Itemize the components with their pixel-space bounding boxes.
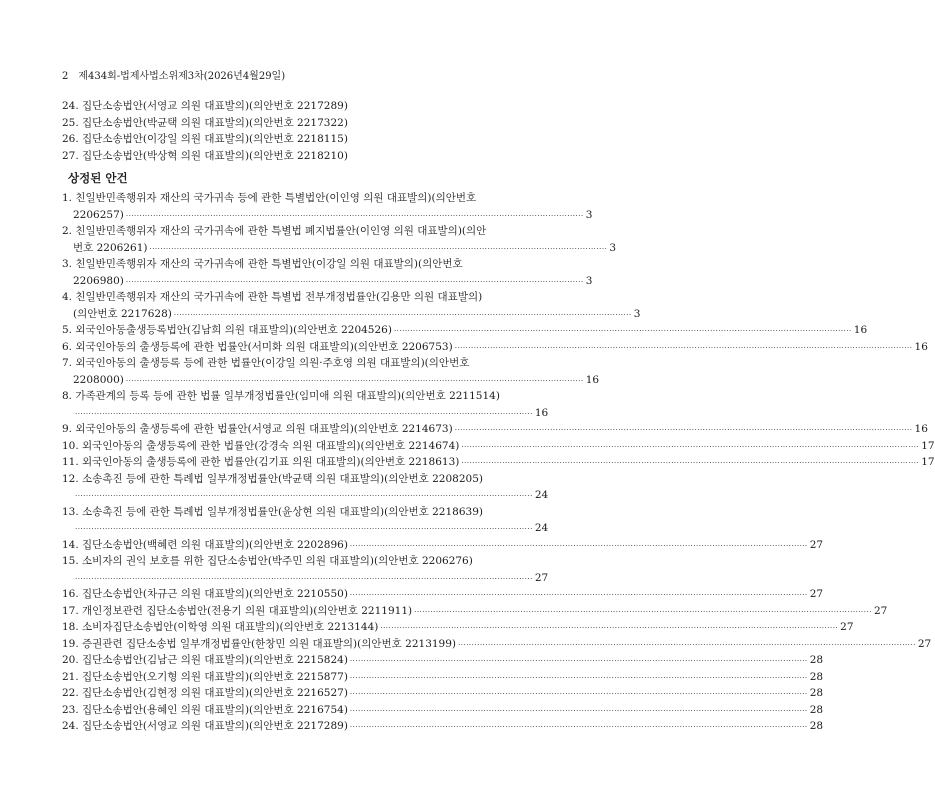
agenda-item [62,322,868,339]
agenda-line [62,438,935,455]
agenda-line [62,619,854,636]
agenda-line [62,372,600,389]
dot-leader [350,719,808,736]
agenda-text: 19. 증권관련 집단소송법 일부개정법률안(한창민 의원 대표발의)(의안번호 2213199) [62,637,457,650]
agenda-text: 9. 외국인아동의 출생등록에 관한 법률안(서영교 의원 대표발의)(의안번호 2214673) [62,423,453,435]
agenda-page-number: 27 [809,588,824,600]
agenda-page-number: 3 [585,208,593,221]
agenda-line [62,421,928,438]
agenda-item [62,669,824,686]
agenda-page-number: 28 [809,720,824,732]
agenda-item [62,471,549,504]
agenda-line [62,718,824,735]
agenda-text: 20. 집단소송법안(김남근 의원 대표발의)(의안번호 2215824) [62,654,348,666]
agenda-item [62,504,549,537]
page-header [62,67,285,82]
agenda-item [62,339,928,356]
agenda-page-number: 3 [609,241,616,254]
agenda-line [62,289,504,306]
agenda-line [62,355,504,372]
agenda-line [62,207,593,224]
dot-leader [394,323,852,340]
agenda-text: 7. 외국인아동의 출생등록 등에 관한 법률안(이강일 의원·주호영 의원 대표발의)(의안번호 [62,357,470,369]
list-item: 24. 집단소송법안(서영교 의원 대표발의)(의안번호 2217289) [62,100,348,112]
agenda-line [62,405,549,422]
agenda-line [62,537,824,554]
section-title: 상정된 안건 [68,171,128,185]
agenda-text: 2206980) [73,274,124,287]
dot-leader [461,455,919,472]
agenda-page-number: 16 [914,423,928,435]
dot-leader [126,373,584,390]
agenda-item [62,438,935,455]
agenda-page-number: 3 [585,274,593,287]
dot-leader [75,488,533,505]
agenda-line [62,223,504,240]
agenda-page-number: 16 [534,406,549,419]
agenda-text: (의안번호 2217628) [73,307,172,320]
agenda-text: 16. 집단소송법안(차규근 의원 대표발의)(의안번호 2210550) [62,588,348,600]
agenda-item [62,603,888,620]
agenda-line [62,339,928,356]
continued-agenda-list [62,98,504,164]
agenda-page-number: 27 [809,538,824,551]
agenda-item [62,718,824,735]
agenda-text: 2. 친일반민족행위자 재산의 국가귀속에 관한 특별법 폐지법률안(이인영 의원 대표발의)(의안 [62,225,487,237]
agenda-line [62,553,504,570]
agenda-page-number: 17 [921,439,935,452]
agenda-page-number: 27 [840,621,854,633]
list-item: 26. 집단소송법안(이강일 의원 대표발의)(의안번호 2218115) [62,133,348,145]
agenda-page-number: 27 [917,637,932,650]
agenda-page-number: 28 [809,703,824,716]
dot-leader [75,406,533,423]
agenda-page-number: 24 [534,489,549,501]
list-item: 27. 집단소송법안(박상혁 의원 대표발의)(의안번호 2218210) [62,149,348,162]
agenda-text: 15. 소비자의 권익 보호를 위한 집단소송법안(박주민 의원 대표발의)(의안번호 2206276) [62,555,473,567]
agenda-line [62,570,549,587]
agenda-line [62,652,824,669]
dot-leader [455,422,913,439]
agenda-item [62,702,824,719]
agenda-item [62,685,824,702]
agenda-page-number: 17 [921,456,935,468]
agenda-page-number: 24 [534,522,549,534]
agenda-line [62,240,616,257]
agenda-line [62,603,888,620]
page-number: 2 [62,71,69,82]
agenda-item [62,421,928,438]
agenda-list [62,190,935,735]
agenda-text: 23. 집단소송법안(용혜인 의원 대표발의)(의안번호 2216754) [62,703,348,716]
agenda-line [62,636,932,653]
agenda-text: 1. 친일반민족행위자 재산의 국가귀속 등에 관한 특별법안(이인영 의원 대표발의)(의안번호 [62,192,477,204]
agenda-line [62,487,549,504]
agenda-page-number: 16 [914,340,928,353]
agenda-page-number: 28 [809,670,824,683]
agenda-text: 5. 외국인아동출생등록법안(김남희 의원 대표발의)(의안번호 2204526) [62,324,392,336]
agenda-item [62,190,593,223]
agenda-line [62,256,504,273]
agenda-line [62,586,824,603]
agenda-text: 12. 소송촉진 등에 관한 특례법 일부개정법률안(박균택 의원 대표발의)(의안번호 2208205) [62,472,483,485]
list-item: 25. 집단소송법안(박균택 의원 대표발의)(의안번호 2217322) [62,116,348,129]
dot-leader [414,604,872,621]
agenda-item [62,553,549,586]
agenda-text: 22. 집단소송법안(김현정 의원 대표발의)(의안번호 2216527) [62,687,348,699]
agenda-item [62,636,932,653]
agenda-page-number: 16 [853,324,868,336]
agenda-text: 4. 친일반민족행위자 재산의 국가귀속에 관한 특별법 전부개정법률안(김용만 의원 대표발의) [62,291,483,303]
agenda-item [62,355,600,388]
agenda-text: 6. 외국인아동의 출생등록에 관한 법률안(서미화 의원 대표발의)(의안번호 2206753) [62,340,453,353]
dot-leader [126,274,584,291]
dot-leader [350,587,808,604]
agenda-item [62,652,824,669]
agenda-line [62,190,504,207]
agenda-item [62,619,854,636]
dot-leader [455,340,913,357]
agenda-text: 2206257) [73,208,124,221]
agenda-line [62,471,504,488]
agenda-text: 14. 집단소송법안(백혜련 의원 대표발의)(의안번호 2202896) [62,538,348,551]
dot-leader [174,307,632,324]
agenda-text: 번호 2206261) [73,241,148,254]
meeting-title: 제434회-법제사법소위제3차(2026년4월29일) [78,71,286,82]
agenda-item [62,256,593,289]
agenda-page-number: 27 [534,571,549,584]
dot-leader [350,703,808,720]
dot-leader [350,670,808,687]
dot-leader [350,538,808,555]
agenda-item [62,454,935,471]
agenda-line [62,669,824,686]
agenda-line [62,520,549,537]
agenda-page-number: 16 [585,373,600,386]
dot-leader [75,521,533,538]
agenda-text: 21. 집단소송법안(오기형 의원 대표발의)(의안번호 2215877) [62,670,348,683]
agenda-line [62,504,504,521]
agenda-line [62,306,641,323]
dot-leader [149,241,607,258]
agenda-item [62,388,549,421]
agenda-line [62,322,868,339]
dot-leader [126,208,584,225]
agenda-item [62,223,616,256]
agenda-line [62,273,593,290]
dot-leader [380,620,838,637]
agenda-line [62,685,824,702]
agenda-text: 13. 소송촉진 등에 관한 특례법 일부개정법률안(윤상현 의원 대표발의)(의안번호 2218639) [62,505,483,518]
agenda-text: 8. 가족관계의 등록 등에 관한 법률 일부개정법률안(임미애 의원 대표발의)(의안번호 2211514) [62,390,500,402]
agenda-text: 24. 집단소송법안(서영교 의원 대표발의)(의안번호 2217289) [62,720,348,732]
agenda-item [62,586,824,603]
agenda-text: 2208000) [73,373,124,386]
dot-leader [350,653,808,670]
agenda-line [62,388,504,405]
agenda-text: 17. 개인정보관련 집단소송법안(전용기 의원 대표발의)(의안번호 2211911) [62,604,413,617]
agenda-page-number: 3 [633,307,641,320]
agenda-line [62,454,935,471]
agenda-page-number: 28 [809,687,824,699]
agenda-text: 3. 친일반민족행위자 재산의 국가귀속에 관한 특별법안(이강일 의원 대표발의)(의안번호 [62,258,463,270]
agenda-line [62,702,824,719]
dot-leader [461,439,919,456]
agenda-page-number: 27 [873,604,888,617]
dot-leader [75,571,533,588]
agenda-text: 11. 외국인아동의 출생등록에 관한 법률안(김기표 의원 대표발의)(의안번호 2218613) [62,456,460,468]
agenda-text: 10. 외국인아동의 출생등록에 관한 법률안(강경숙 의원 대표발의)(의안번호 2214674) [62,439,460,452]
agenda-item [62,289,641,322]
dot-leader [350,686,808,703]
agenda-text: 18. 소비자집단소송법안(이학영 의원 대표발의)(의안번호 2213144) [62,621,379,633]
dot-leader [458,637,916,654]
agenda-item [62,537,824,554]
agenda-page-number: 28 [809,654,824,666]
